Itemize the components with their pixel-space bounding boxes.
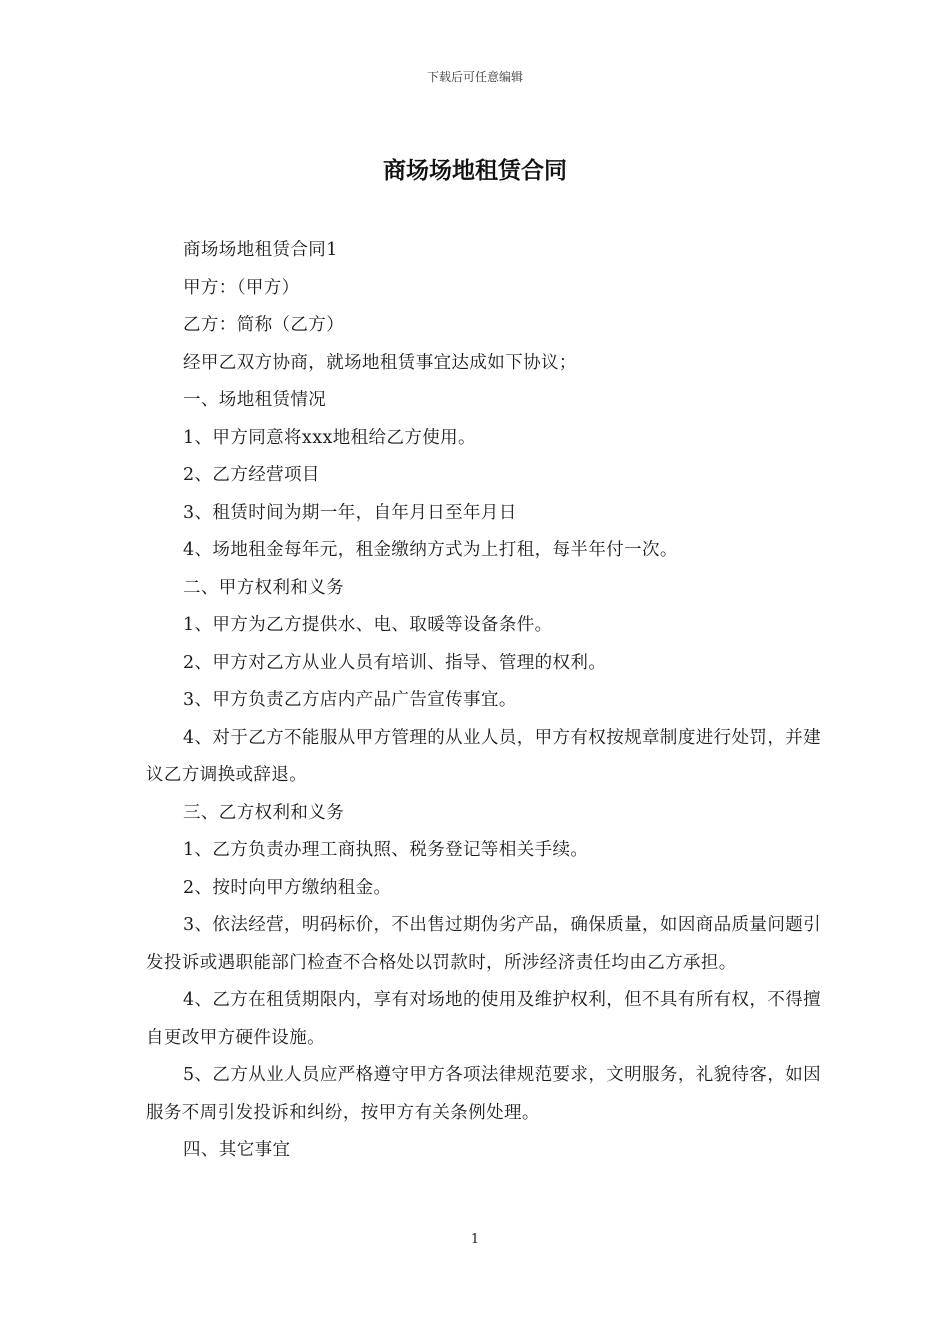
paragraph-contract-heading: 商场场地租赁合同1 bbox=[183, 240, 338, 260]
section-heading-4: 四、其它事宜 bbox=[183, 1140, 291, 1160]
clause-1-1: 1、甲方同意将xxx地租给乙方使用。 bbox=[183, 427, 476, 448]
paragraph-party-a: 甲方：（甲方） bbox=[183, 277, 300, 298]
clause-3-4: 4、乙方在租赁期限内，享有对场地的使用及维护权利，但不具有所有权，不得擅自更改甲方硬件设施。 bbox=[146, 990, 822, 1048]
section-heading-2: 二、甲方权利和义务 bbox=[183, 577, 345, 598]
document-body bbox=[146, 232, 822, 1170]
header-note: 下载后可任意编辑 bbox=[426, 70, 523, 84]
clause-3-3: 3、依法经营，明码标价，不出售过期伪劣产品，确保质量，如因商品质量问题引发投诉或遇职能部门检查不合格处以罚款时，所涉经济责任均由乙方承担。 bbox=[146, 915, 822, 973]
clause-1-4: 4、场地租金每年元，租金缴纳方式为上打租，每半年付一次。 bbox=[183, 540, 678, 560]
clause-2-2: 2、甲方对乙方从业人员有培训、指导、管理的权利。 bbox=[183, 652, 607, 673]
section-heading-1: 一、场地租赁情况 bbox=[183, 390, 327, 410]
paragraph-party-b: 乙方：简称（乙方） bbox=[183, 315, 345, 335]
clause-2-4: 4、对于乙方不能服从甲方管理的从业人员，甲方有权按规章制度进行处罚，并建议乙方调换或辞退。 bbox=[146, 727, 822, 785]
section-heading-3: 三、乙方权利和义务 bbox=[183, 802, 345, 823]
clause-3-1: 1、乙方负责办理工商执照、税务登记等相关手续。 bbox=[183, 840, 589, 860]
clause-1-3: 3、租赁时间为期一年，自年月日至年月日 bbox=[183, 502, 517, 523]
paragraph-preamble: 经甲乙双方协商，就场地租赁事宜达成如下协议； bbox=[183, 352, 577, 373]
document-title: 商场场地租赁合同 bbox=[383, 158, 567, 184]
clause-2-1: 1、甲方为乙方提供水、电、取暖等设备条件。 bbox=[183, 615, 553, 635]
clause-2-3: 3、甲方负责乙方店内产品广告宣传事宜。 bbox=[183, 690, 517, 710]
clause-3-5: 5、乙方从业人员应严格遵守甲方各项法律规范要求，文明服务，礼貌待客，如因服务不周引发投诉和纠纷，按甲方有关条例处理。 bbox=[146, 1065, 822, 1123]
page-number: 1 bbox=[470, 1232, 480, 1247]
clause-1-2: 2、乙方经营项目 bbox=[183, 465, 320, 485]
clause-3-2: 2、按时向甲方缴纳租金。 bbox=[183, 877, 392, 898]
